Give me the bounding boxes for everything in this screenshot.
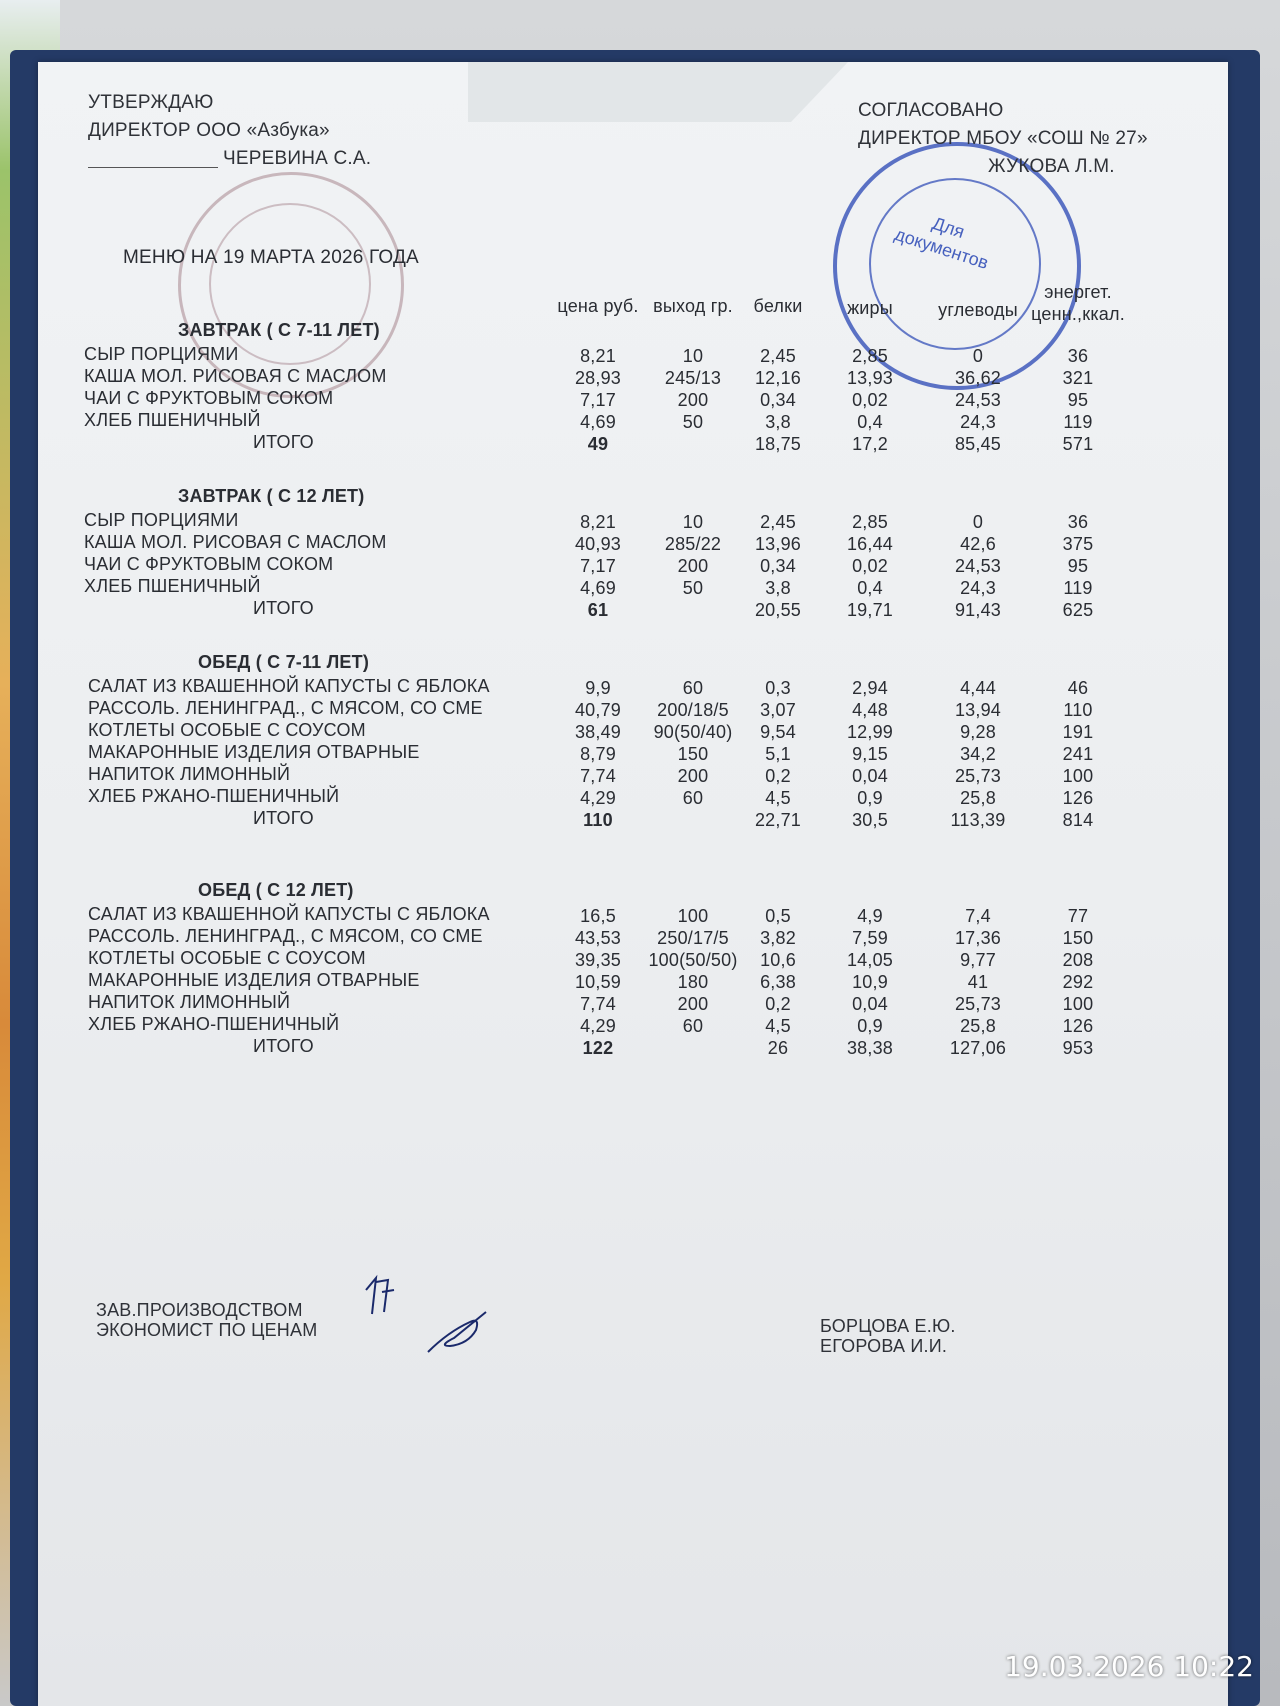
approved-line1: УТВЕРЖДАЮ	[88, 92, 214, 113]
price-cell: 38,49	[574, 722, 622, 742]
protein-cell: 3,82	[760, 928, 796, 948]
protein-cell: 4,5	[765, 788, 791, 808]
energy-cell: 119	[1063, 412, 1093, 432]
total-energy-cell: 625	[1062, 600, 1094, 620]
energy-cell: 46	[1067, 678, 1089, 698]
yield-cell: 200/18/5	[657, 700, 729, 720]
dish-name: РАССОЛЬ. ЛЕНИНГРАД., С МЯСОМ, СО СМЕ	[88, 926, 483, 946]
protein-cell: 0,34	[760, 556, 796, 576]
energy-cell: 321	[1062, 368, 1094, 388]
yield-cell: 100	[677, 906, 709, 926]
fat-cell: 12,99	[846, 722, 894, 742]
energy-cell: 375	[1062, 534, 1094, 554]
total-carbs-cell: 127,06	[949, 1038, 1007, 1058]
fat-cell: 2,94	[852, 678, 888, 698]
fat-cell: 2,85	[852, 512, 888, 532]
dish-name: ХЛЕБ ПШЕНИЧНЫЙ	[84, 410, 261, 430]
price-cell: 7,17	[580, 390, 616, 410]
fat-cell: 0,9	[857, 788, 883, 808]
protein-cell: 4,5	[765, 1016, 791, 1036]
yield-cell: 60	[682, 1016, 704, 1036]
dish-name: РАССОЛЬ. ЛЕНИНГРАД., С МЯСОМ, СО СМЕ	[88, 698, 483, 718]
yield-cell: 200	[677, 390, 709, 410]
yield-cell: 285/22	[664, 534, 722, 554]
energy-cell: 100	[1062, 994, 1094, 1014]
yield-cell: 100(50/50)	[648, 950, 738, 970]
yield-cell: 180	[677, 972, 709, 992]
price-cell: 8,21	[580, 346, 616, 366]
carbs-cell: 25,8	[960, 1016, 996, 1036]
protein-cell: 6,38	[760, 972, 796, 992]
energy-cell: 126	[1062, 788, 1094, 808]
total-protein-cell: 20,55	[754, 600, 802, 620]
yield-cell: 10	[682, 346, 704, 366]
menu-title: МЕНЮ НА 19 МАРТА 2026 ГОДА	[123, 247, 419, 268]
fat-cell: 0,02	[852, 390, 888, 410]
fat-cell: 13,93	[846, 368, 894, 388]
approved-line3: ЧЕРЕВИНА С.А.	[223, 148, 372, 169]
col-energy-top: энергет.	[1044, 282, 1112, 302]
yield-cell: 250/17/5	[657, 928, 729, 948]
protein-cell: 3,8	[765, 578, 791, 598]
carbs-cell: 9,28	[960, 722, 996, 742]
fat-cell: 0,4	[857, 578, 883, 598]
energy-cell: 191	[1062, 722, 1094, 742]
dish-name: ХЛЕБ ПШЕНИЧНЫЙ	[84, 576, 261, 596]
total-fat-cell: 38,38	[846, 1038, 894, 1058]
sleeve-notch	[468, 62, 848, 122]
total-energy-cell: 571	[1062, 434, 1094, 454]
energy-cell: 292	[1062, 972, 1094, 992]
price-cell: 4,69	[580, 578, 616, 598]
price-cell: 8,21	[580, 512, 616, 532]
protein-cell: 5,1	[765, 744, 791, 764]
price-cell: 28,93	[574, 368, 622, 388]
dish-name: НАПИТОК ЛИМОННЫЙ	[88, 764, 291, 784]
price-cell: 10,59	[574, 972, 622, 992]
approved-signature-line	[88, 167, 218, 168]
energy-cell: 36	[1067, 346, 1089, 366]
fat-cell: 9,15	[852, 744, 888, 764]
menu-sheet	[38, 62, 1228, 1706]
dish-name: ХЛЕБ РЖАНО-ПШЕНИЧНЫЙ	[88, 1014, 340, 1034]
protein-cell: 13,96	[754, 534, 802, 554]
yield-cell: 200	[677, 556, 709, 576]
fat-cell: 0,04	[852, 994, 888, 1014]
dish-name: КОТЛЕТЫ ОСОБЫЕ С СОУСОМ	[88, 720, 366, 740]
agreed-line1: СОГЛАСОВАНО	[858, 100, 1004, 121]
total-label: ИТОГО	[253, 808, 314, 828]
protein-cell: 0,2	[765, 766, 791, 786]
energy-cell: 119	[1063, 578, 1093, 598]
yield-cell: 200	[677, 994, 709, 1014]
energy-cell: 208	[1062, 950, 1094, 970]
protein-cell: 3,07	[760, 700, 796, 720]
protein-cell: 0,2	[765, 994, 791, 1014]
carbs-cell: 0	[972, 346, 984, 366]
name-economist: ЕГОРОВА И.И.	[820, 1336, 948, 1356]
price-cell: 7,74	[580, 994, 616, 1014]
protein-cell: 10,6	[760, 950, 796, 970]
energy-cell: 100	[1062, 766, 1094, 786]
dish-name: ЧАИ С ФРУКТОВЫМ СОКОМ	[84, 554, 334, 574]
price-cell: 9,9	[585, 678, 611, 698]
price-cell: 8,79	[580, 744, 616, 764]
carbs-cell: 24,3	[960, 578, 996, 598]
price-cell: 40,79	[574, 700, 622, 720]
col-fat: жиры	[847, 298, 893, 318]
total-label: ИТОГО	[253, 432, 314, 452]
photo-timestamp: 19.03.2026 10:22	[1004, 1650, 1254, 1683]
col-price: цена руб.	[557, 296, 639, 316]
total-fat-cell: 19,71	[846, 600, 894, 620]
carbs-cell: 4,44	[960, 678, 996, 698]
fat-cell: 4,9	[857, 906, 883, 926]
fat-cell: 16,44	[846, 534, 894, 554]
carbs-cell: 17,36	[954, 928, 1002, 948]
protein-cell: 3,8	[765, 412, 791, 432]
total-price-cell: 110	[583, 810, 613, 830]
protein-cell: 2,45	[760, 512, 796, 532]
dish-name: КАША МОЛ. РИСОВАЯ С МАСЛОМ	[84, 532, 387, 552]
fat-cell: 2,85	[852, 346, 888, 366]
agreed-line3: ЖУКОВА Л.М.	[988, 156, 1115, 177]
yield-cell: 60	[682, 788, 704, 808]
fat-cell: 0,9	[857, 1016, 883, 1036]
total-carbs-cell: 91,43	[954, 600, 1002, 620]
stamp-label: Для документов	[892, 213, 991, 274]
energy-cell: 150	[1062, 928, 1094, 948]
price-cell: 43,53	[574, 928, 622, 948]
protein-cell: 9,54	[760, 722, 796, 742]
price-cell: 4,29	[580, 1016, 616, 1036]
fat-cell: 10,9	[852, 972, 888, 992]
carbs-cell: 41	[967, 972, 989, 992]
protein-cell: 12,16	[754, 368, 802, 388]
dish-name: СЫР ПОРЦИЯМИ	[84, 510, 239, 530]
energy-cell: 77	[1067, 906, 1089, 926]
section-title: ОБЕД ( С 12 ЛЕТ)	[198, 880, 354, 900]
price-cell: 39,35	[574, 950, 622, 970]
dish-name: САЛАТ ИЗ КВАШЕННОЙ КАПУСТЫ С ЯБЛОКА	[88, 676, 490, 696]
total-protein-cell: 26	[767, 1038, 789, 1058]
carbs-cell: 7,4	[965, 906, 991, 926]
total-protein-cell: 18,75	[754, 434, 802, 454]
yield-cell: 150	[677, 744, 709, 764]
total-energy-cell: 814	[1062, 810, 1094, 830]
price-cell: 4,29	[580, 788, 616, 808]
energy-cell: 95	[1067, 556, 1089, 576]
dish-name: СЫР ПОРЦИЯМИ	[84, 344, 239, 364]
energy-cell: 95	[1067, 390, 1089, 410]
handwritten-signatures	[358, 1272, 498, 1362]
role-economist: ЭКОНОМИСТ ПО ЦЕНАМ	[96, 1320, 318, 1340]
dish-name: САЛАТ ИЗ КВАШЕННОЙ КАПУСТЫ С ЯБЛОКА	[88, 904, 490, 924]
carbs-cell: 36,62	[954, 368, 1002, 388]
price-cell: 40,93	[574, 534, 622, 554]
yield-cell: 90(50/40)	[653, 722, 733, 742]
total-price-cell: 49	[587, 434, 609, 454]
total-price-cell: 61	[587, 600, 609, 620]
price-cell: 4,69	[580, 412, 616, 432]
carbs-cell: 24,53	[954, 390, 1002, 410]
total-protein-cell: 22,71	[754, 810, 802, 830]
fat-cell: 7,59	[852, 928, 888, 948]
col-energy-bottom: ценн.,ккал.	[1031, 304, 1125, 324]
total-fat-cell: 30,5	[852, 810, 888, 830]
energy-cell: 126	[1062, 1016, 1094, 1036]
total-label: ИТОГО	[253, 1036, 314, 1056]
yield-cell: 50	[682, 578, 704, 598]
dish-name: ХЛЕБ РЖАНО-ПШЕНИЧНЫЙ	[88, 786, 340, 806]
protein-cell: 0,34	[760, 390, 796, 410]
section-title: ЗАВТРАК ( С 12 ЛЕТ)	[178, 486, 365, 506]
total-carbs-cell: 85,45	[954, 434, 1002, 454]
carbs-cell: 24,3	[960, 412, 996, 432]
carbs-cell: 0	[972, 512, 984, 532]
agreed-line2: ДИРЕКТОР МБОУ «СОШ № 27»	[858, 128, 1148, 149]
fat-cell: 0,02	[852, 556, 888, 576]
dish-name: ЧАИ С ФРУКТОВЫМ СОКОМ	[84, 388, 334, 408]
col-yield: выход гр.	[653, 296, 733, 316]
section-title: ЗАВТРАК ( С 7-11 ЛЕТ)	[178, 320, 380, 340]
fat-cell: 14,05	[846, 950, 894, 970]
total-fat-cell: 17,2	[852, 434, 888, 454]
col-protein: белки	[753, 296, 803, 316]
dish-name: КАША МОЛ. РИСОВАЯ С МАСЛОМ	[84, 366, 387, 386]
section-title: ОБЕД ( С 7-11 ЛЕТ)	[198, 652, 370, 672]
total-carbs-cell: 113,39	[950, 810, 1006, 830]
total-label: ИТОГО	[253, 598, 314, 618]
carbs-cell: 42,6	[960, 534, 996, 554]
energy-cell: 36	[1067, 512, 1089, 532]
total-energy-cell: 953	[1062, 1038, 1094, 1058]
yield-cell: 50	[682, 412, 704, 432]
fat-cell: 4,48	[852, 700, 888, 720]
price-cell: 16,5	[580, 906, 616, 926]
fat-cell: 0,04	[852, 766, 888, 786]
dish-name: МАКАРОННЫЕ ИЗДЕЛИЯ ОТВАРНЫЕ	[88, 970, 420, 990]
price-cell: 7,74	[580, 766, 616, 786]
carbs-cell: 24,53	[954, 556, 1002, 576]
approved-line2: ДИРЕКТОР ООО «Азбука»	[88, 120, 330, 141]
fat-cell: 0,4	[857, 412, 883, 432]
carbs-cell: 25,73	[954, 766, 1002, 786]
carbs-cell: 25,73	[954, 994, 1002, 1014]
carbs-cell: 25,8	[960, 788, 996, 808]
total-price-cell: 122	[582, 1038, 614, 1058]
yield-cell: 245/13	[664, 368, 722, 388]
dish-name: НАПИТОК ЛИМОННЫЙ	[88, 992, 291, 1012]
col-carbs: углеводы	[938, 300, 1018, 320]
yield-cell: 10	[682, 512, 704, 532]
energy-cell: 241	[1062, 744, 1094, 764]
price-cell: 7,17	[580, 556, 616, 576]
yield-cell: 60	[682, 678, 704, 698]
name-production: БОРЦОВА Е.Ю.	[820, 1316, 956, 1336]
energy-cell: 110	[1063, 700, 1093, 720]
dish-name: КОТЛЕТЫ ОСОБЫЕ С СОУСОМ	[88, 948, 366, 968]
protein-cell: 0,3	[765, 678, 791, 698]
dish-name: МАКАРОННЫЕ ИЗДЕЛИЯ ОТВАРНЫЕ	[88, 742, 420, 762]
carbs-cell: 34,2	[960, 744, 996, 764]
protein-cell: 2,45	[760, 346, 796, 366]
yield-cell: 200	[677, 766, 709, 786]
carbs-cell: 13,94	[954, 700, 1002, 720]
role-production: ЗАВ.ПРОИЗВОДСТВОМ	[96, 1300, 303, 1320]
carbs-cell: 9,77	[960, 950, 996, 970]
protein-cell: 0,5	[765, 906, 791, 926]
